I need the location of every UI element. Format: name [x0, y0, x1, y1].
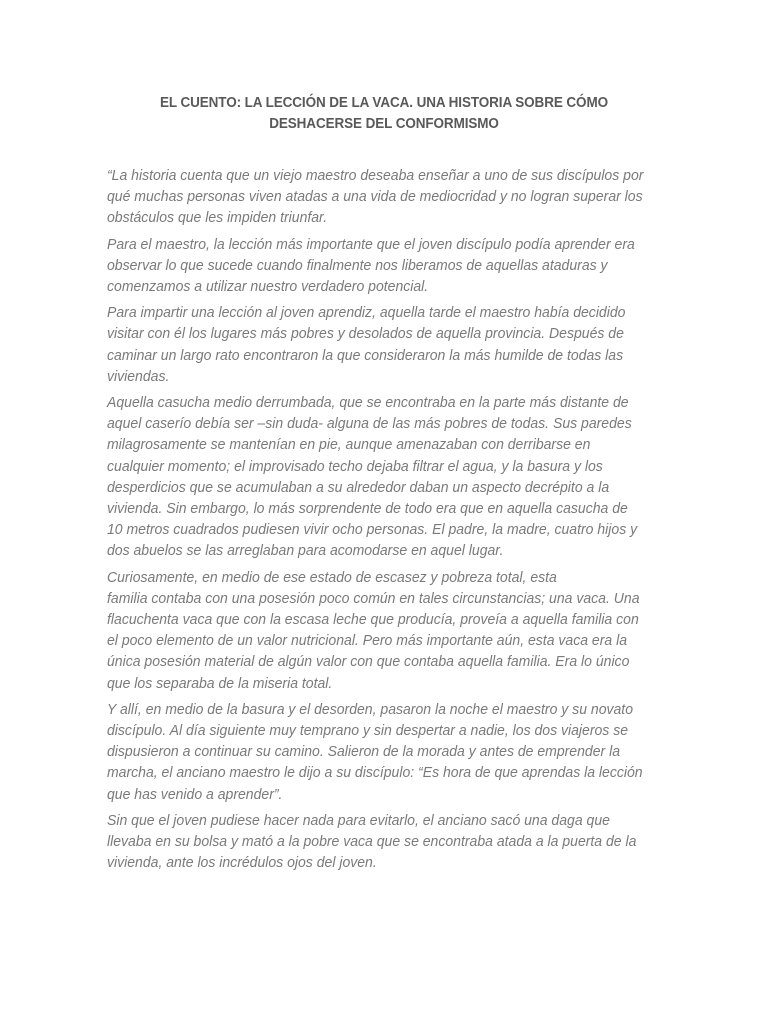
text-line: flacuchenta vaca que con la escasa leche que producía, proveía a aquella familia con — [107, 611, 639, 629]
text-line: Para impartir una lección al joven aprendiz, aquella tarde el maestro había decidido — [107, 304, 626, 322]
text-line: qué muchas personas viven atadas a una vida de mediocridad y no logran superar los — [107, 188, 643, 206]
text-line: Aquella casucha medio derrumbada, que se encontraba en la parte más distante de — [107, 394, 629, 412]
text-line: discípulo. Al día siguiente muy temprano y sin despertar a nadie, los dos viajeros se — [107, 722, 629, 740]
paragraph-5 — [107, 567, 677, 694]
text-line: vivienda, ante los incrédulos ojos del joven. — [107, 854, 377, 872]
text-line: marcha, el anciano maestro le dijo a su discípulo: “Es hora de que aprendas la lección — [107, 764, 643, 782]
text-line: viviendas. — [107, 367, 170, 385]
text-line: aquel caserío debía ser –sin duda- alguna de las más pobres de todas. Sus paredes — [107, 415, 632, 433]
title-line: DESHACERSE DEL CONFORMISMO — [269, 116, 499, 132]
text-line: observar lo que sucede cuando finalmente nos liberamos de aquellas ataduras y — [107, 256, 608, 274]
text-line: que los separaba de la miseria total. — [107, 674, 333, 692]
text-line: que has venido a aprender”. — [107, 785, 283, 803]
text-line: Curiosamente, en medio de ese estado de escasez y pobreza total, esta — [107, 568, 557, 586]
text-line: visitar con él los lugares más pobres y desolados de aquella provincia. Después de — [107, 325, 624, 343]
text-line: comenzamos a utilizar nuestro verdadero potencial. — [107, 278, 429, 296]
text-line: Y allí, en medio de la basura y el desorden, pasaron la noche el maestro y su novato — [107, 700, 634, 718]
text-line: 10 metros cuadrados pudiesen vivir ocho personas. El padre, la madre, cuatro hijos y — [107, 521, 638, 539]
text-line: el poco elemento de un valor nutricional. Pero más importante aún, esta vaca era la — [107, 632, 628, 650]
text-line: caminar un largo rato encontraron la que consideraron la más humilde de todas las — [107, 346, 624, 364]
document-title — [120, 93, 648, 135]
text-line: Para el maestro, la lección más importante que el joven discípulo podía aprender era — [107, 235, 635, 253]
text-line: milagrosamente se mantenían en pie, aunque amenazaban con derribarse en — [107, 436, 591, 454]
paragraph-3 — [107, 302, 677, 387]
paragraph-2 — [107, 234, 677, 298]
text-line: cualquier momento; el improvisado techo dejaba filtrar el agua, y la basura y los — [107, 457, 603, 475]
title-line: EL CUENTO: LA LECCIÓN DE LA VACA. UNA HISTORIA SOBRE CÓMO — [160, 95, 608, 111]
document-body — [107, 165, 677, 879]
text-line: obstáculos que les impiden triunfar. — [107, 209, 328, 227]
text-line: “La historia cuenta que un viejo maestro deseaba enseñar a uno de sus discípulos por — [107, 167, 644, 184]
text-line: única posesión material de algún valor con que contaba aquella familia. Era lo único — [107, 653, 630, 671]
text-line: familia contaba con una posesión poco común en tales circunstancias; una vaca. Una — [107, 589, 640, 607]
text-line: dos abuelos se las arreglaban para acomodarse en aquel lugar. — [107, 542, 504, 560]
paragraph-7 — [107, 810, 677, 874]
text-line: Sin que el joven pudiese hacer nada para evitarlo, el anciano sacó una daga que — [107, 811, 610, 829]
paragraph-6 — [107, 699, 677, 805]
paragraph-1 — [107, 165, 677, 229]
text-line: llevaba en su bolsa y mató a la pobre vaca que se encontraba atada a la puerta de la — [107, 833, 637, 851]
paragraph-4 — [107, 392, 677, 562]
text-line: dispusieron a continuar su camino. Salieron de la morada y antes de emprender la — [107, 743, 620, 761]
text-line: desperdicios que se acumulaban a su alrededor daban un aspecto decrépito a la — [107, 478, 610, 496]
text-line: vivienda. Sin embargo, lo más sorprendente de todo era que en aquella casucha de — [107, 500, 628, 518]
